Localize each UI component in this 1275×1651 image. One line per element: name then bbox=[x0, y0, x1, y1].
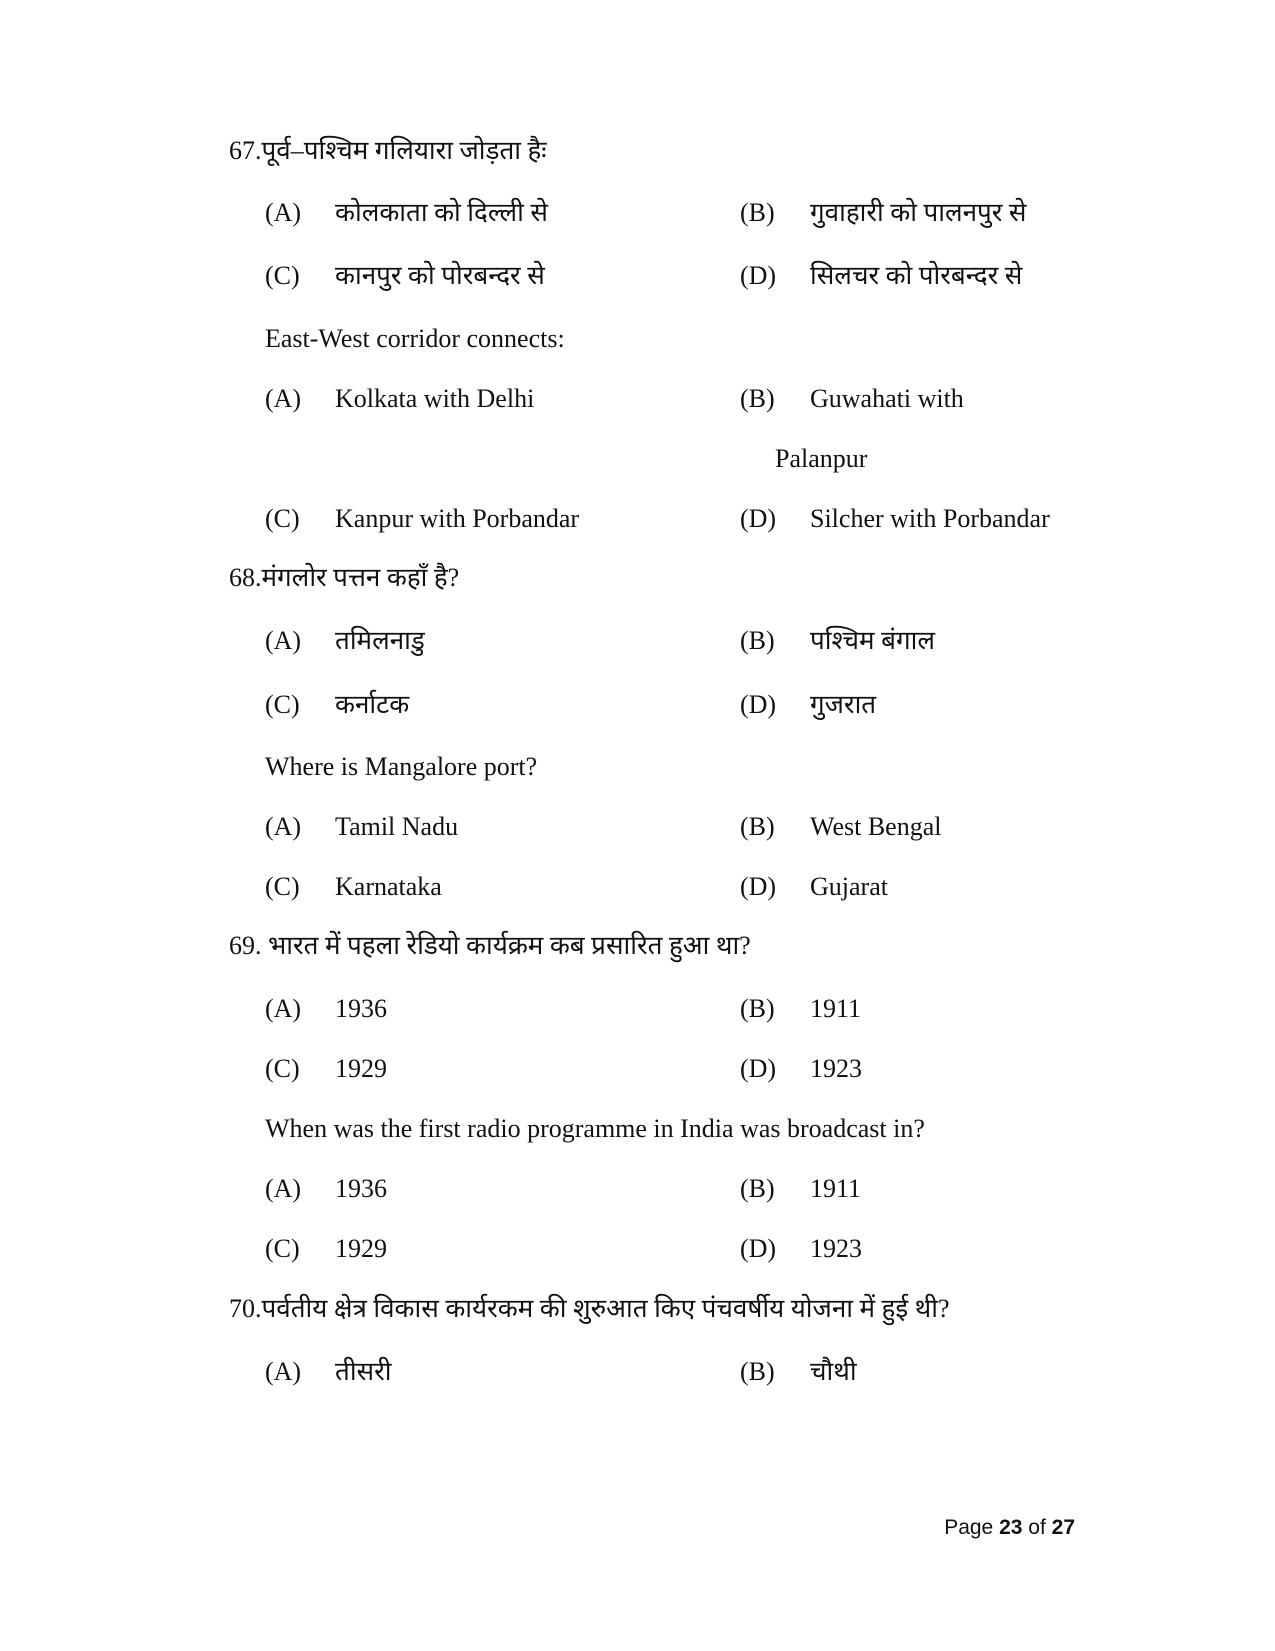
q68-en-option-d: (D) Gujarat bbox=[740, 872, 888, 901]
q69-en-option-c: (C) 1929 bbox=[265, 1234, 387, 1263]
q67-en-option-a: (A) Kolkata with Delhi bbox=[265, 384, 535, 413]
q67-hi-option-a: (A) कोलकाता को दिल्ली से bbox=[265, 198, 548, 227]
q67-hi-option-c: (C) कानपुर को पोरबन्दर से bbox=[265, 261, 545, 290]
q69-english-question: When was the first radio programme in India was broadcast in? bbox=[265, 1114, 925, 1143]
q68-hindi-question: 68.मंगलोर पत्तन कहाँ है? bbox=[229, 563, 460, 592]
q69-hi-option-d: (D) 1923 bbox=[740, 1054, 862, 1083]
q67-hindi-question: 67.पूर्व–पश्चिम गलियारा जोड़ता हैः bbox=[229, 136, 547, 165]
footer-current-page: 23 bbox=[999, 1516, 1023, 1539]
q67-hi-option-d: (D) सिलचर को पोरबन्दर से bbox=[740, 261, 1023, 290]
footer-of-label: of bbox=[1028, 1516, 1046, 1539]
q68-hi-option-d: (D) गुजरात bbox=[740, 690, 877, 719]
q69-hindi-question: 69. भारत में पहला रेडियो कार्यक्रम कब प्रसारित हुआ था? bbox=[229, 931, 751, 960]
q67-en-option-b-continuation: Palanpur bbox=[775, 444, 868, 473]
page-number-footer bbox=[944, 1516, 1075, 1540]
q67-en-option-d: (D) Silcher with Porbandar bbox=[740, 504, 1050, 533]
q68-english-question: Where is Mangalore port? bbox=[265, 752, 538, 781]
q70-hi-option-a: (A) तीसरी bbox=[265, 1357, 392, 1386]
q69-hi-option-a: (A) 1936 bbox=[265, 994, 387, 1023]
q67-hi-option-b: (B) गुवाहारी को पालनपुर से bbox=[740, 198, 1027, 227]
footer-total-pages: 27 bbox=[1051, 1516, 1075, 1539]
q68-en-option-c: (C) Karnataka bbox=[265, 872, 442, 901]
q70-hindi-question: 70.पर्वतीय क्षेत्र विकास कार्यरकम की शुरुआत किए पंचवर्षीय योजना में हुई थी? bbox=[229, 1294, 950, 1323]
q69-en-option-d: (D) 1923 bbox=[740, 1234, 862, 1263]
q67-en-option-b: (B) Guwahati with bbox=[740, 384, 964, 413]
q67-en-option-c: (C) Kanpur with Porbandar bbox=[265, 504, 580, 533]
q69-hi-option-b: (B) 1911 bbox=[740, 994, 862, 1023]
q68-hi-option-a: (A) तमिलनाडु bbox=[265, 626, 425, 655]
q68-hi-option-b: (B) पश्चिम बंगाल bbox=[740, 626, 935, 655]
q68-hi-option-c: (C) कर्नाटक bbox=[265, 690, 410, 719]
q67-english-question: East-West corridor connects: bbox=[265, 324, 565, 353]
q68-en-option-b: (B) West Bengal bbox=[740, 812, 942, 841]
q69-en-option-b: (B) 1911 bbox=[740, 1174, 862, 1203]
q69-en-option-a: (A) 1936 bbox=[265, 1174, 387, 1203]
footer-page-label: Page bbox=[944, 1516, 994, 1539]
q69-hi-option-c: (C) 1929 bbox=[265, 1054, 387, 1083]
q70-hi-option-b: (B) चौथी bbox=[740, 1357, 857, 1386]
q68-en-option-a: (A) Tamil Nadu bbox=[265, 812, 459, 841]
